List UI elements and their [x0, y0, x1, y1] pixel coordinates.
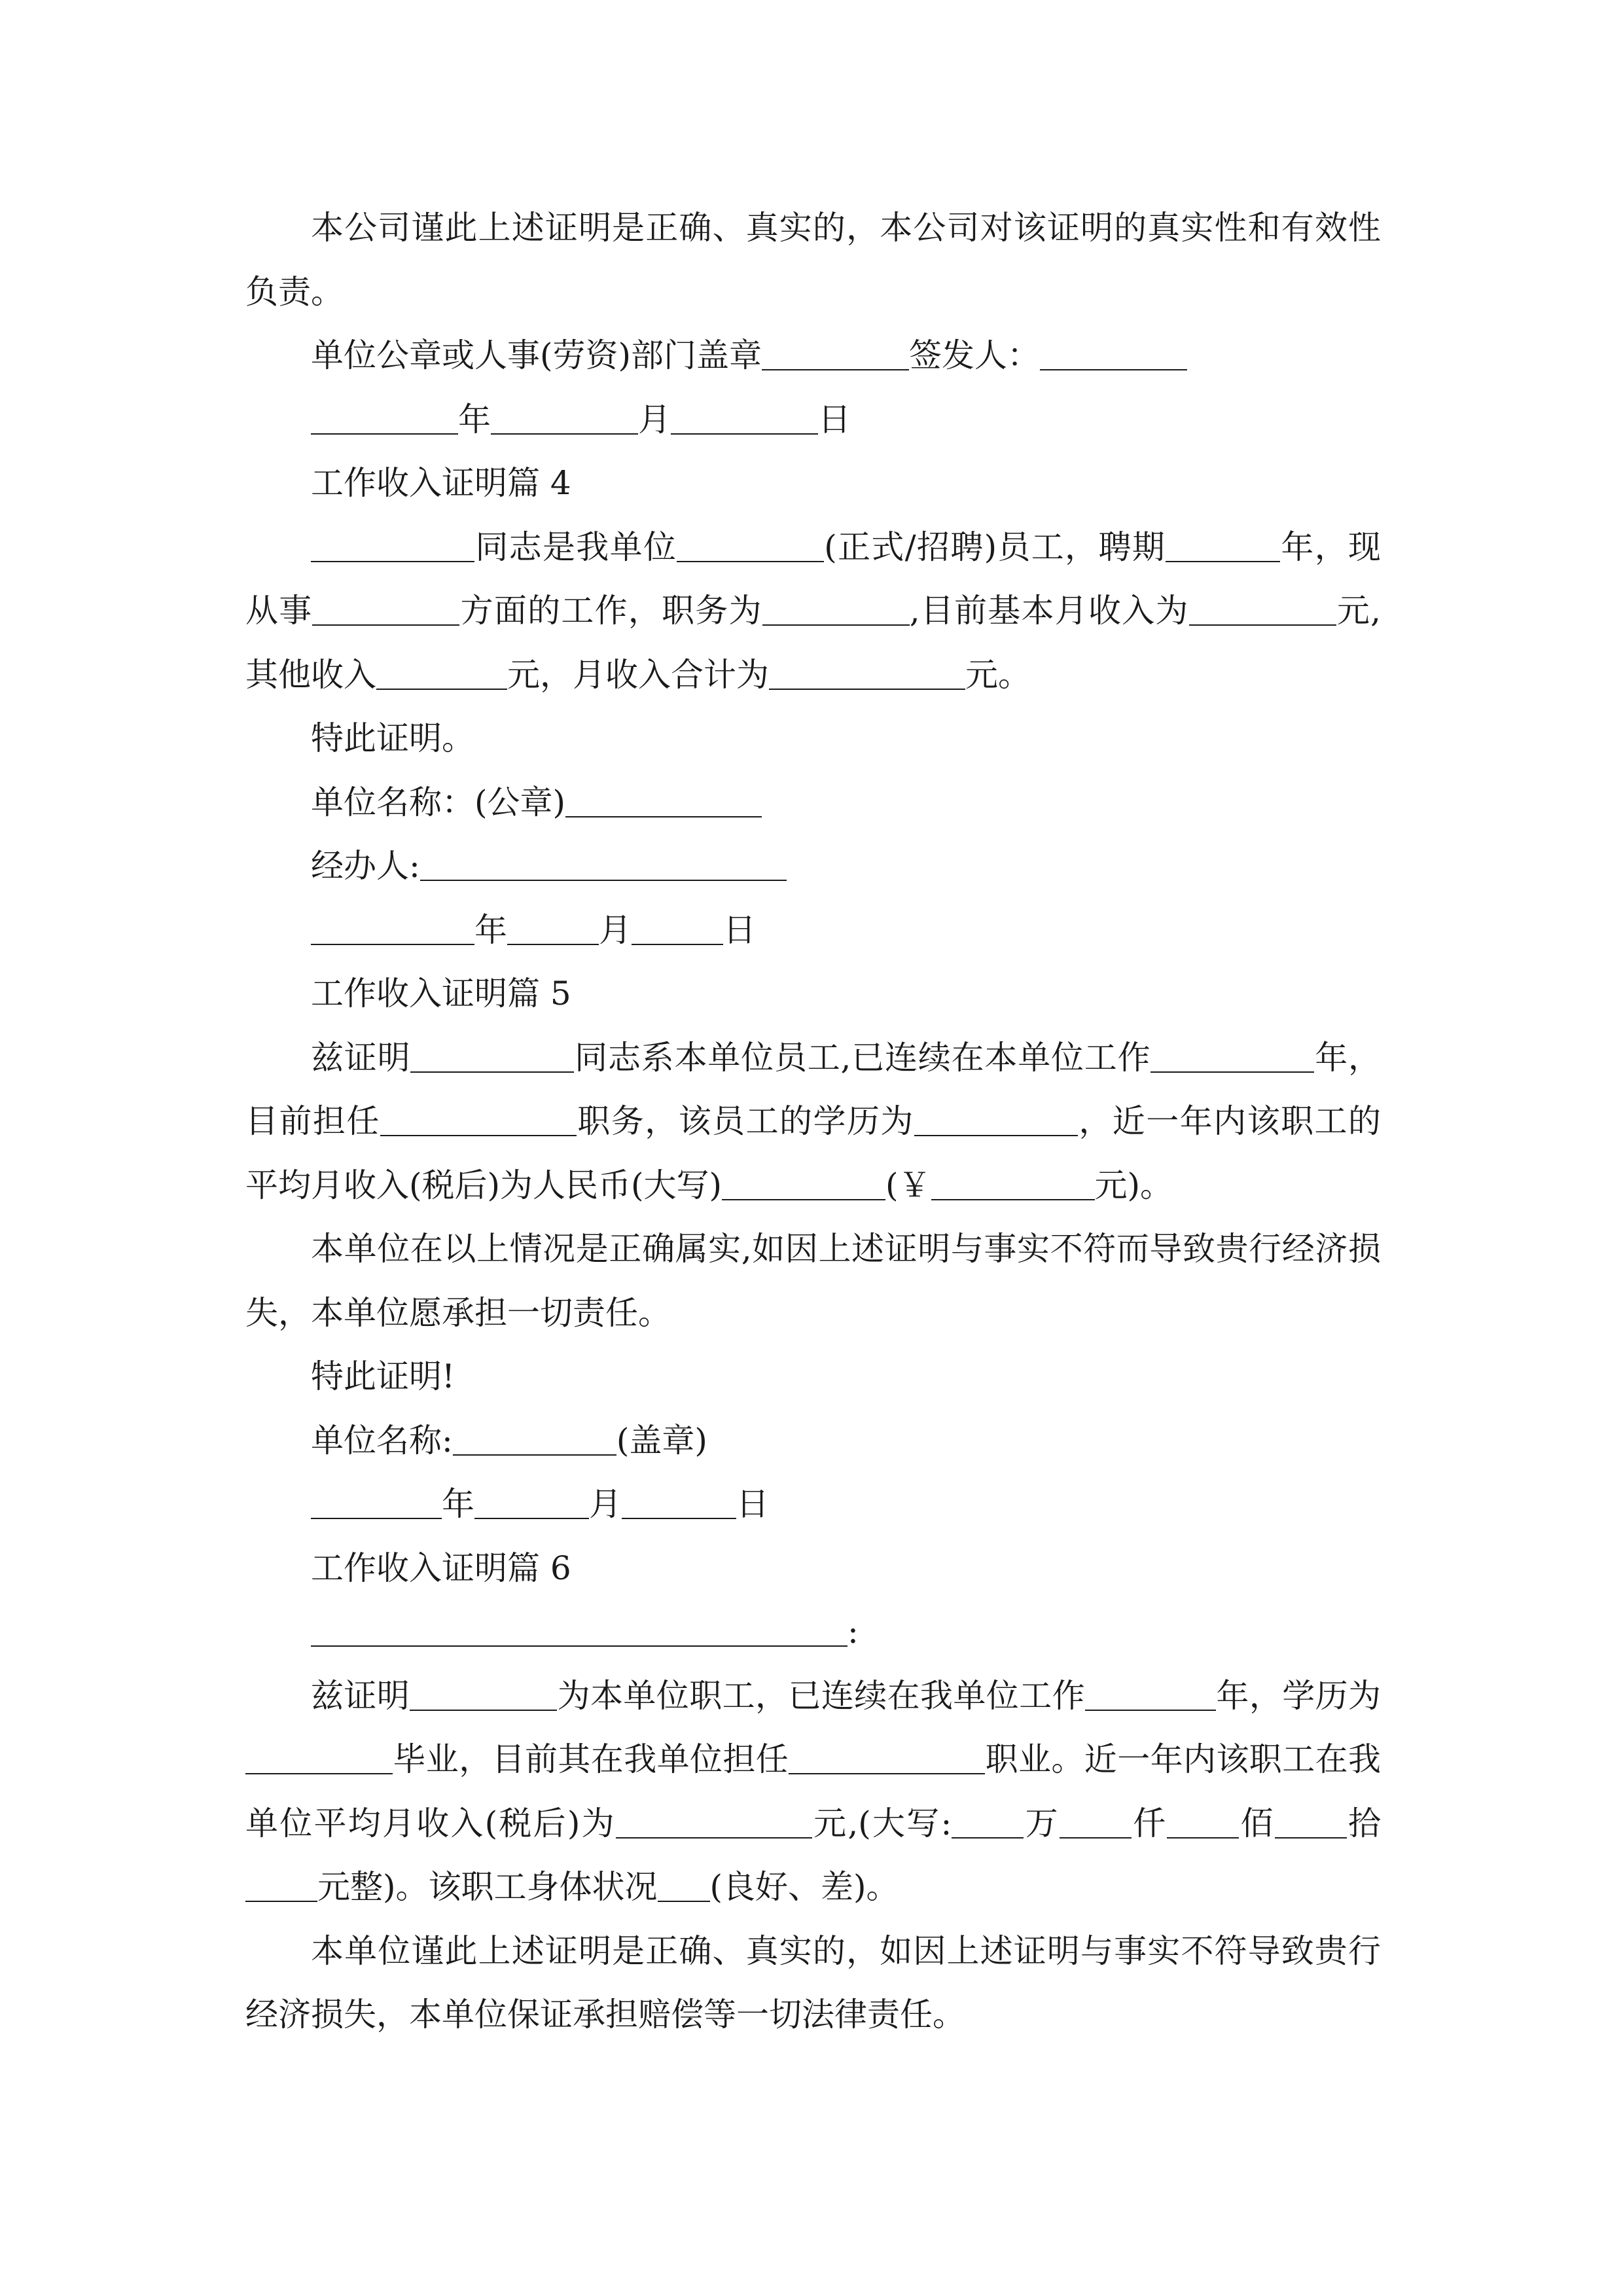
signer-label: 签发人：	[909, 336, 1041, 374]
year-blank[interactable]	[311, 905, 474, 945]
seal-blank[interactable]	[762, 330, 909, 370]
unit-name-blank[interactable]	[453, 1415, 616, 1456]
section-heading: 工作收入证明篇 5	[311, 975, 571, 1013]
shi-blank[interactable]	[1275, 1798, 1347, 1839]
amount-words-blank[interactable]	[722, 1160, 885, 1200]
date-line	[245, 1473, 1381, 1537]
unit-name-blank[interactable]	[565, 777, 762, 817]
document-page	[245, 196, 1381, 2047]
section-heading: 工作收入证明篇 4	[311, 464, 571, 502]
unit-name-line	[245, 1409, 1381, 1473]
text: 兹证明	[311, 1038, 411, 1077]
education-blank[interactable]	[245, 1734, 393, 1774]
text: 职业。近一年内该职工在我单位平均月收入(税后)为	[245, 1740, 1382, 1842]
month-label: 月	[599, 910, 632, 949]
text: 万	[1024, 1804, 1060, 1842]
liability-paragraph: 本单位在以上情况是正确属实,如因上述证明与事实不符而导致贵行经济损失，本单位愿承担一切责任。	[245, 1230, 1381, 1332]
text: 元，月收入合计为	[507, 655, 769, 694]
unit-label: 单位名称：(公章)	[311, 783, 566, 821]
year-label: 年	[458, 400, 491, 439]
handler-line	[245, 834, 1381, 899]
text: 元整)。该职工身体状况	[317, 1868, 658, 1906]
position-blank[interactable]	[789, 1734, 985, 1774]
years-blank[interactable]	[1150, 1032, 1314, 1073]
text: 元,其他收入	[245, 592, 1382, 694]
text: 年，学历为	[1216, 1676, 1382, 1715]
yuan-blank[interactable]	[245, 1861, 317, 1902]
text: 拾	[1346, 1804, 1382, 1842]
year-blank[interactable]	[311, 1479, 442, 1519]
unit-name-line	[245, 771, 1381, 835]
name-blank[interactable]	[311, 522, 474, 562]
text: 仟	[1131, 1804, 1168, 1842]
name-blank[interactable]	[410, 1670, 557, 1711]
day-blank[interactable]	[632, 905, 723, 945]
month-blank[interactable]	[507, 905, 599, 945]
position-blank[interactable]	[762, 585, 910, 626]
handler-blank[interactable]	[420, 840, 787, 881]
text: 毕业，目前其在我单位担任	[393, 1740, 789, 1778]
special-note: 特此证明。	[311, 719, 474, 757]
text: 佰	[1239, 1804, 1275, 1842]
statement-paragraph: 本公司谨此上述证明是正确、真实的，本公司对该证明的真实性和有效性负责。	[245, 209, 1381, 311]
base-income-blank[interactable]	[1189, 585, 1336, 626]
month-label: 月	[589, 1485, 622, 1523]
month-blank[interactable]	[474, 1479, 589, 1519]
term-blank[interactable]	[1166, 522, 1280, 562]
section4-body	[245, 516, 1381, 708]
day-blank[interactable]	[671, 394, 818, 435]
guarantee-paragraph: 本单位谨此上述证明是正确、真实的，如因上述证明与事实不符导致贵行经济损失，本单位保证承担赔偿等一切法律责任。	[245, 1931, 1381, 2034]
day-label: 日	[818, 400, 851, 439]
text: ,目前基本月收入为	[909, 592, 1189, 630]
year-blank[interactable]	[311, 394, 458, 435]
addressee-line	[245, 1600, 1381, 1664]
amount-number-blank[interactable]	[931, 1160, 1095, 1200]
signer-blank[interactable]	[1040, 330, 1187, 370]
section6-body	[245, 1664, 1381, 1920]
text: (良好、差)。	[709, 1868, 899, 1906]
position-blank[interactable]	[380, 1096, 577, 1136]
section5-body	[245, 1026, 1381, 1218]
text: 元,(大写:	[812, 1804, 952, 1842]
section-heading: 工作收入证明篇 6	[311, 1549, 571, 1587]
day-blank[interactable]	[622, 1479, 736, 1519]
text: 兹证明	[311, 1676, 410, 1715]
unit-blank[interactable]	[677, 522, 824, 562]
bai-blank[interactable]	[1167, 1798, 1239, 1839]
text: 元。	[965, 655, 1031, 694]
day-label: 日	[736, 1485, 769, 1523]
year-label: 年	[474, 910, 507, 949]
text: 年，目前担任	[245, 1038, 1381, 1140]
text: (￥	[885, 1166, 931, 1204]
text: 年，现从事	[245, 528, 1382, 630]
text: 同志是我单位	[474, 528, 677, 566]
handler-label: 经办人:	[311, 847, 420, 885]
text: 同志系本单位员工,已连续在本单位工作	[574, 1038, 1151, 1077]
qian-blank[interactable]	[1060, 1798, 1132, 1839]
total-income-blank[interactable]	[769, 649, 965, 690]
seal-label: (盖章)	[616, 1421, 707, 1460]
special-note: 特此证明!	[311, 1357, 455, 1395]
name-blank[interactable]	[410, 1032, 574, 1073]
date-line	[245, 388, 1381, 452]
text: ，近一年内该职工的平均月收入(税后)为人民币(大写)	[245, 1102, 1382, 1204]
month-label: 月	[638, 400, 671, 439]
seal-label: 单位公章或人事(劳资)部门盖章	[311, 336, 762, 374]
wan-blank[interactable]	[952, 1798, 1024, 1839]
text: 为本单位职工，已连续在我单位工作	[557, 1676, 1086, 1715]
addressee-blank[interactable]	[311, 1606, 847, 1647]
colon: :	[847, 1613, 859, 1651]
income-blank[interactable]	[616, 1798, 812, 1839]
month-blank[interactable]	[491, 394, 638, 435]
unit-label: 单位名称:	[311, 1421, 453, 1460]
day-label: 日	[723, 910, 756, 949]
text: 职务，该员工的学历为	[576, 1102, 914, 1140]
seal-signer-line	[245, 324, 1381, 388]
year-label: 年	[442, 1485, 474, 1523]
years-blank[interactable]	[1085, 1670, 1216, 1711]
date-line	[245, 899, 1381, 963]
other-income-blank[interactable]	[376, 649, 507, 690]
text: 元)。	[1094, 1166, 1173, 1204]
education-blank[interactable]	[914, 1096, 1078, 1136]
text: (正式/招聘)员工，聘期	[824, 528, 1166, 566]
field-blank[interactable]	[312, 585, 459, 626]
health-blank[interactable]	[658, 1861, 710, 1902]
text: 方面的工作，职务为	[459, 592, 762, 630]
